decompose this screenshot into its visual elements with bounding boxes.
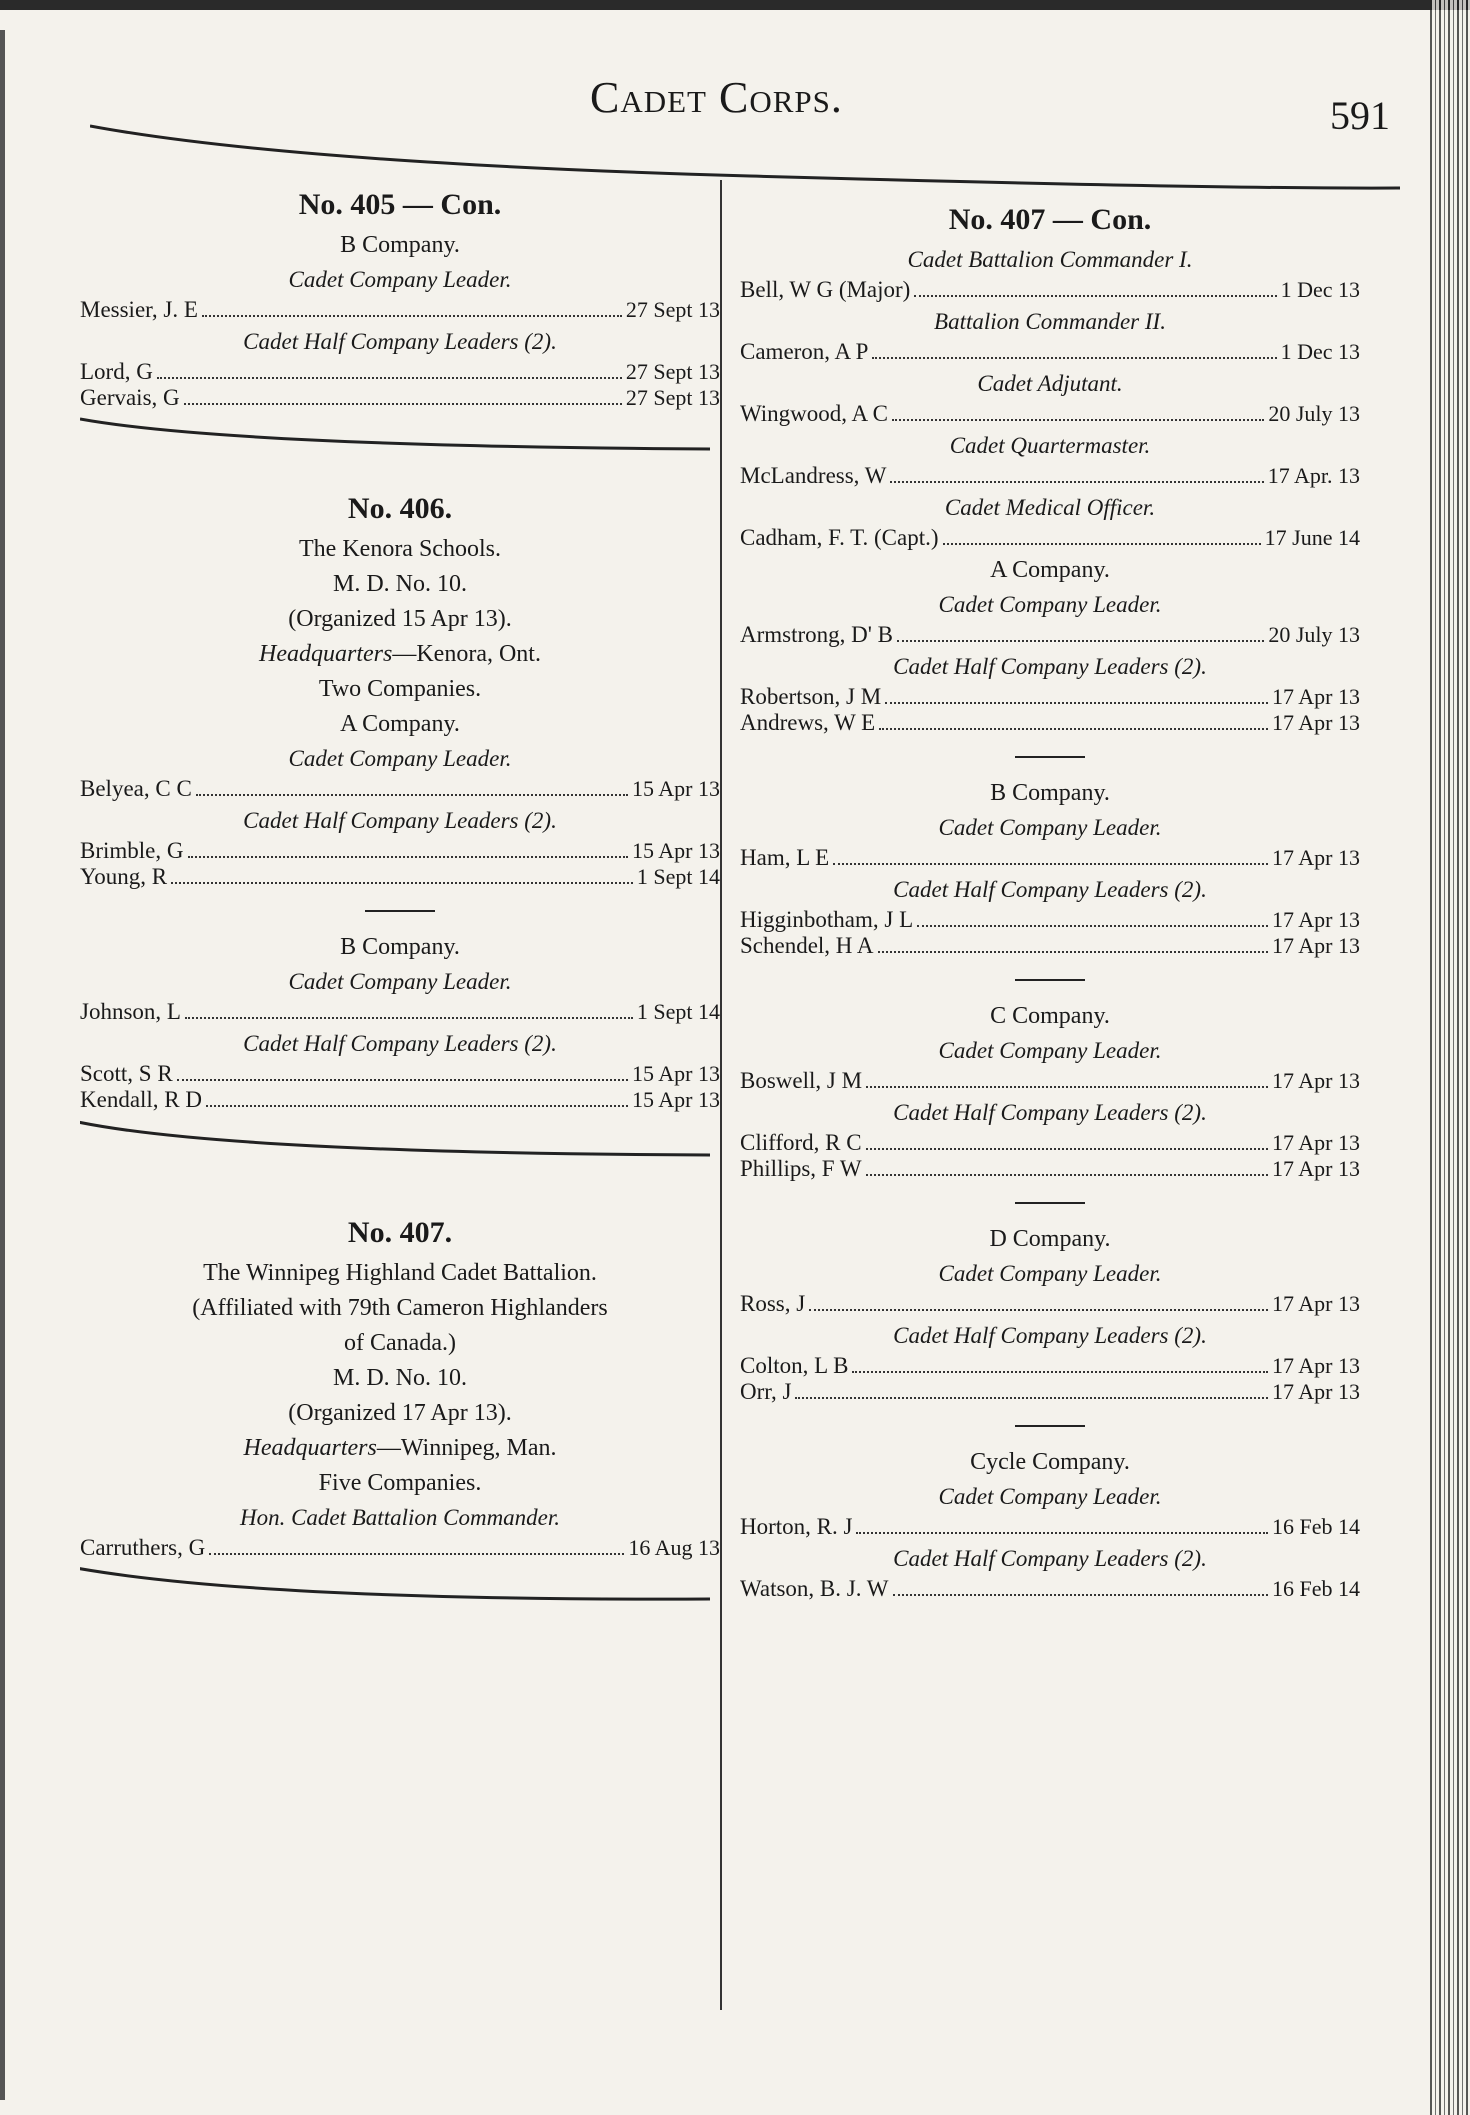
list-item: Lord, G 27 Sept 13 xyxy=(80,359,720,384)
section-405 xyxy=(80,188,720,411)
organized-date: (Organized 15 Apr 13). xyxy=(288,606,512,632)
divider xyxy=(1015,979,1085,981)
section-406 xyxy=(80,492,720,1113)
district: M. D. No. 10. xyxy=(332,1365,467,1391)
company-heading: Cycle Company. xyxy=(970,1449,1130,1475)
role-heading: Cadet Half Company Leaders (2). xyxy=(893,654,1207,679)
list-item: Phillips, F W 17 Apr 13 xyxy=(740,1156,1360,1181)
section-407 xyxy=(80,1216,720,1561)
list-item: Brimble, G 15 Apr 13 xyxy=(80,838,720,863)
list-item: Cadham, F. T. (Capt.) 17 June 14 xyxy=(740,525,1360,550)
role-heading: Cadet Medical Officer. xyxy=(944,495,1156,520)
divider xyxy=(1015,756,1085,758)
role-heading: Cadet Half Company Leaders (2). xyxy=(243,329,557,354)
page-title: Cadet Corps. xyxy=(590,73,843,122)
list-item: Scott, S R 15 Apr 13 xyxy=(80,1061,720,1086)
list-item: Ham, L E 17 Apr 13 xyxy=(740,845,1360,870)
role-heading: Cadet Battalion Commander I. xyxy=(907,247,1193,272)
role-heading: Cadet Company Leader. xyxy=(288,969,512,994)
list-item: Carruthers, G 16 Aug 13 xyxy=(80,1535,720,1560)
company-heading: B Company. xyxy=(340,934,460,960)
section-rule xyxy=(80,1561,720,1611)
section-heading: No. 405 — Con. xyxy=(298,188,502,221)
list-item: Bell, W G (Major) 1 Dec 13 xyxy=(740,277,1360,302)
list-item: Colton, L B 17 Apr 13 xyxy=(740,1353,1360,1378)
right-column xyxy=(720,195,1360,1602)
section-heading: No. 406. xyxy=(347,492,453,525)
headquarters: Headquarters—Kenora, Ont. xyxy=(259,641,541,667)
list-item: Boswell, J M 17 Apr 13 xyxy=(740,1068,1360,1093)
role-heading: Cadet Quartermaster. xyxy=(949,433,1151,458)
list-item: Gervais, G 27 Sept 13 xyxy=(80,385,720,410)
company-heading: A Company. xyxy=(340,711,460,737)
scan-left-edge xyxy=(0,30,5,2100)
role-heading: Cadet Half Company Leaders (2). xyxy=(243,1031,557,1056)
list-item: Wingwood, A C 20 July 13 xyxy=(740,401,1360,426)
divider xyxy=(1015,1202,1085,1204)
list-item: McLandress, W 17 Apr. 13 xyxy=(740,463,1360,488)
scan-top-edge xyxy=(0,0,1470,10)
role-heading: Cadet Company Leader. xyxy=(938,1484,1162,1509)
role-heading: Cadet Half Company Leaders (2). xyxy=(893,1100,1207,1125)
role-heading: Cadet Half Company Leaders (2). xyxy=(893,877,1207,902)
list-item: Higginbotham, J L 17 Apr 13 xyxy=(740,907,1360,932)
page-number: 591 xyxy=(1330,93,1390,138)
list-item: Messier, J. E 27 Sept 13 xyxy=(80,297,720,322)
role-heading: Cadet Half Company Leaders (2). xyxy=(893,1546,1207,1571)
affiliation: (Affiliated with 79th Cameron Highlanders xyxy=(192,1295,608,1321)
left-column xyxy=(80,180,720,1616)
battalion-name: The Winnipeg Highland Cadet Battalion. xyxy=(203,1260,597,1286)
section-heading: No. 407 — Con. xyxy=(948,203,1152,236)
divider xyxy=(1015,1425,1085,1427)
list-item: Cameron, A P 1 Dec 13 xyxy=(740,339,1360,364)
role-heading: Hon. Cadet Battalion Commander. xyxy=(239,1505,561,1530)
role-heading: Cadet Company Leader. xyxy=(938,1261,1162,1286)
list-item: Schendel, H A 17 Apr 13 xyxy=(740,933,1360,958)
organized-date: (Organized 17 Apr 13). xyxy=(288,1400,512,1426)
role-heading: Cadet Company Leader. xyxy=(938,1038,1162,1063)
list-item: Young, R 1 Sept 14 xyxy=(80,864,720,889)
list-item: Kendall, R D 15 Apr 13 xyxy=(80,1087,720,1112)
list-item: Andrews, W E 17 Apr 13 xyxy=(740,710,1360,735)
scan-right-edge xyxy=(1430,0,1470,2115)
role-heading: Cadet Half Company Leaders (2). xyxy=(893,1323,1207,1348)
section-heading: No. 407. xyxy=(347,1216,453,1249)
company-heading: A Company. xyxy=(990,557,1110,583)
school-name: The Kenora Schools. xyxy=(299,536,501,562)
company-list xyxy=(740,557,1360,1602)
company-heading: C Company. xyxy=(990,1003,1110,1029)
role-heading: Cadet Company Leader. xyxy=(288,746,512,771)
list-item: Horton, R. J 16 Feb 14 xyxy=(740,1514,1360,1539)
role-heading: Battalion Commander II. xyxy=(934,309,1166,334)
role-heading: Cadet Company Leader. xyxy=(288,267,512,292)
companies-count: Five Companies. xyxy=(318,1470,482,1496)
company-heading: B Company. xyxy=(340,232,460,258)
role-heading: Cadet Half Company Leaders (2). xyxy=(243,808,557,833)
list-item: Robertson, J M 17 Apr 13 xyxy=(740,684,1360,709)
list-item: Armstrong, D' B 20 July 13 xyxy=(740,622,1360,647)
list-item: Johnson, L 1 Sept 14 xyxy=(80,999,720,1024)
list-item: Watson, B. J. W 16 Feb 14 xyxy=(740,1576,1360,1601)
affiliation-cont: of Canada.) xyxy=(344,1330,456,1356)
company-heading: B Company. xyxy=(990,780,1110,806)
officer-list xyxy=(740,247,1360,551)
section-rule xyxy=(80,1113,720,1163)
role-heading: Cadet Company Leader. xyxy=(938,592,1162,617)
headquarters: Headquarters—Winnipeg, Man. xyxy=(243,1435,557,1461)
role-heading: Cadet Adjutant. xyxy=(977,371,1123,396)
list-item: Ross, J 17 Apr 13 xyxy=(740,1291,1360,1316)
role-heading: Cadet Company Leader. xyxy=(938,815,1162,840)
list-item: Orr, J 17 Apr 13 xyxy=(740,1379,1360,1404)
section-rule xyxy=(80,411,720,461)
company-heading: D Company. xyxy=(989,1226,1111,1252)
district: M. D. No. 10. xyxy=(332,571,467,597)
list-item: Belyea, C C 15 Apr 13 xyxy=(80,776,720,801)
companies-count: Two Companies. xyxy=(318,676,482,702)
divider xyxy=(365,910,435,912)
list-item: Clifford, R C 17 Apr 13 xyxy=(740,1130,1360,1155)
